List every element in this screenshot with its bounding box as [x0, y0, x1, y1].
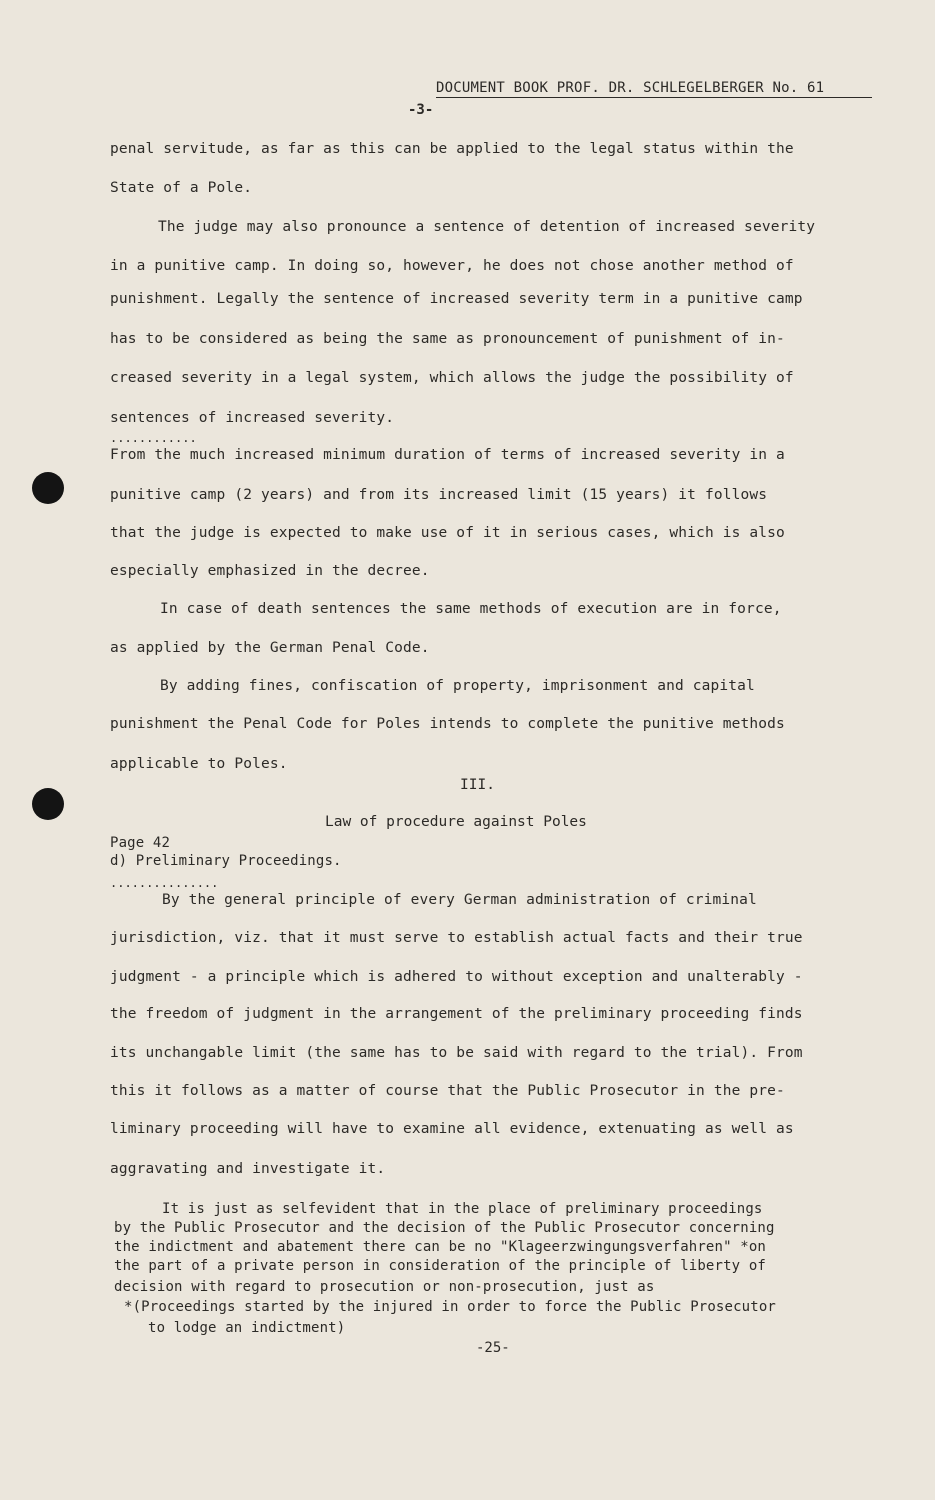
text-line: its unchangable limit (the same has to be said with regard to the trial). From — [110, 1045, 803, 1061]
dotted-underline: ............... — [110, 876, 219, 890]
text-line: this it follows as a matter of course that the Public Prosecutor in the pre- — [110, 1083, 785, 1099]
punch-hole — [32, 788, 64, 820]
text-line: State of a Pole. — [110, 180, 253, 196]
text-line: as applied by the German Penal Code. — [110, 640, 430, 656]
text-line: decision with regard to prosecution or non-prosecution, just as — [114, 1279, 655, 1295]
text-line: sentences of increased severity. — [110, 410, 395, 426]
text-line: especially emphasized in the decree. — [110, 563, 430, 579]
text-line: applicable to Poles. — [110, 756, 288, 772]
text-line: the freedom of judgment in the arrangement of the preliminary proceeding finds — [110, 1006, 803, 1022]
text-line: liminary proceeding will have to examine all evidence, extenuating as well as — [110, 1121, 794, 1137]
document-reference: DOCUMENT BOOK PROF. DR. SCHLEGELBERGER No. 61 — [436, 80, 872, 98]
text-line: that the judge is expected to make use of it in serious cases, which is also — [110, 525, 785, 541]
text-line: punishment the Penal Code for Poles intends to complete the punitive methods — [110, 716, 785, 732]
page-number: -25- — [476, 1340, 510, 1356]
text-line: the part of a private person in consideration of the principle of liberty of — [114, 1258, 766, 1274]
dotted-underline: ............ — [110, 431, 197, 445]
section-number: III. — [460, 777, 495, 793]
text-line: aggravating and investigate it. — [110, 1161, 386, 1177]
footnote-line: *(Proceedings started by the injured in order to force the Public Prosecutor — [124, 1299, 776, 1315]
text-line: creased severity in a legal system, which allows the judge the possibility of — [110, 370, 794, 386]
text-line: In case of death sentences the same methods of execution are in force, — [160, 601, 782, 617]
text-line: by the Public Prosecutor and the decision of the Public Prosecutor concerning — [114, 1220, 775, 1236]
text-line: punitive camp (2 years) and from its increased limit (15 years) it follows — [110, 487, 768, 503]
punch-hole — [32, 472, 64, 504]
text-line: jurisdiction, viz. that it must serve to establish actual facts and their true — [110, 930, 803, 946]
text-line: By the general principle of every German administration of criminal — [162, 892, 757, 908]
text-line: has to be considered as being the same as pronouncement of punishment of in- — [110, 331, 785, 347]
section-title: Law of procedure against Poles — [325, 814, 587, 830]
text-line: By adding fines, confiscation of property, imprisonment and capital — [160, 678, 755, 694]
text-line: punishment. Legally the sentence of increased severity term in a punitive camp — [110, 291, 803, 307]
subsection-heading: d) Preliminary Proceedings. — [110, 853, 342, 869]
text-line: judgment - a principle which is adhered to without exception and unalterably - — [110, 969, 803, 985]
text-line: From the much increased minimum duration of terms of increased severity in a — [110, 447, 785, 463]
text-line: The judge may also pronounce a sentence of detention of increased severity — [158, 219, 816, 235]
text-line: in a punitive camp. In doing so, however, he does not chose another method of — [110, 258, 794, 274]
text-line: penal servitude, as far as this can be applied to the legal status within the — [110, 141, 794, 157]
footnote-line: to lodge an indictment) — [148, 1320, 346, 1336]
text-line: It is just as selfevident that in the place of preliminary proceedings — [162, 1201, 763, 1217]
text-line: the indictment and abatement there can be no "Klageerzwingungsverfahren" *on — [114, 1239, 766, 1255]
page-reference: Page 42 — [110, 835, 171, 851]
page-marker: -3- — [408, 102, 434, 118]
